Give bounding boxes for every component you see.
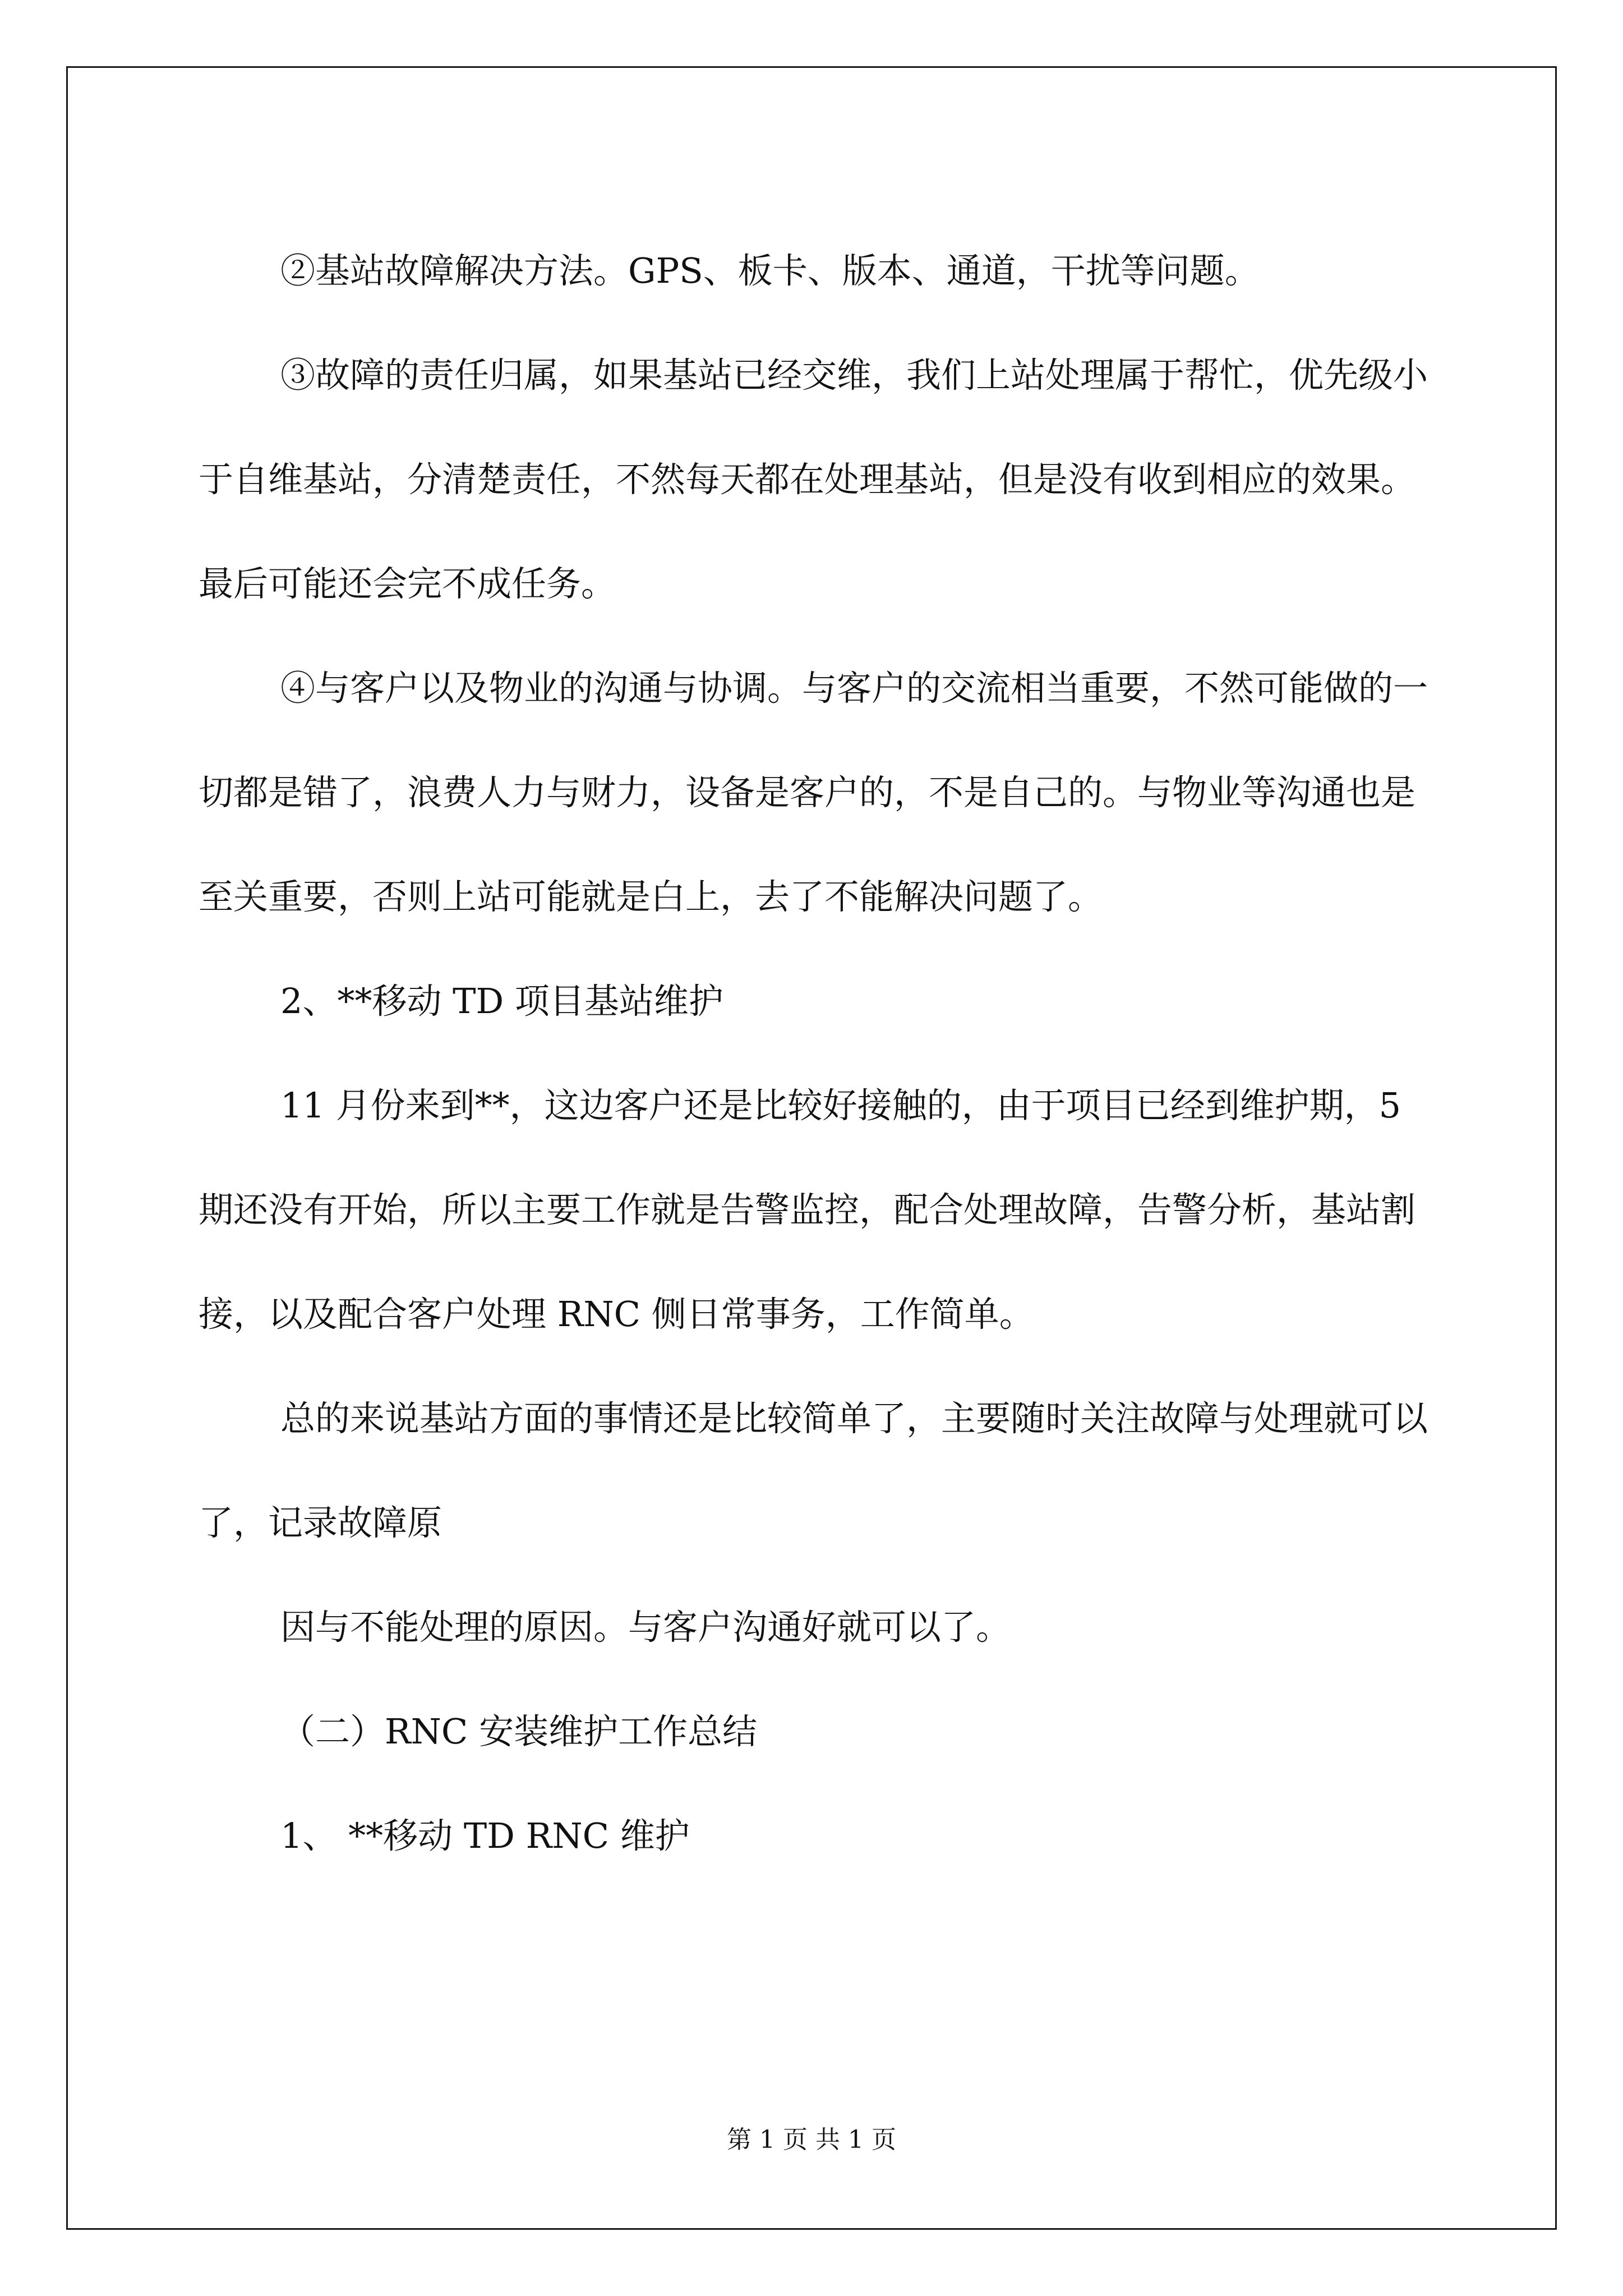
- paragraph-customer-communication: ④与客户以及物业的沟通与协调。与客户的交流相当重要，不然可能做的一切都是错了，浪费人力与财力，设备是客户的，不是自己的。与物业等沟通也是至关重要，否则上站可能就是白上，去了不能解决问题了。: [199, 668, 1428, 917]
- heading-td-base-station: 2、**移动 TD 项目基站维护: [280, 981, 723, 1022]
- document-body: [199, 219, 1432, 1888]
- paragraph-fault-methods: ②基站故障解决方法。GPS、板卡、版本、通道，干扰等问题。: [280, 250, 1260, 291]
- heading-rnc-section: （二）RNC 安装维护工作总结: [280, 1711, 758, 1752]
- page-number-footer: 第 1 页 共 1 页: [727, 2125, 896, 2154]
- paragraph-november-work: 11 月份来到**，这边客户还是比较好接触的，由于项目已经到维护期，5 期还没有开始，所以主要工作就是告警监控，配合处理故障，告警分析，基站割接，以及配合客户处理 RNC 侧日常事务，工作简单。: [199, 1085, 1416, 1335]
- heading-td-rnc-maintenance: 1、 **移动 TD RNC 维护: [280, 1815, 690, 1856]
- paragraph-summary: 总的来说基站方面的事情还是比较简单了，主要随时关注故障与处理就可以了，记录故障原: [199, 1398, 1428, 1543]
- paragraph-fault-responsibility: ③故障的责任归属，如果基站已经交维，我们上站处理属于帮忙，优先级小于自维基站，分清楚责任，不然每天都在处理基站，但是没有收到相应的效果。最后可能还会完不成任务。: [199, 355, 1428, 604]
- paragraph-summary-continued: 因与不能处理的原因。与客户沟通好就可以了。: [280, 1607, 1011, 1648]
